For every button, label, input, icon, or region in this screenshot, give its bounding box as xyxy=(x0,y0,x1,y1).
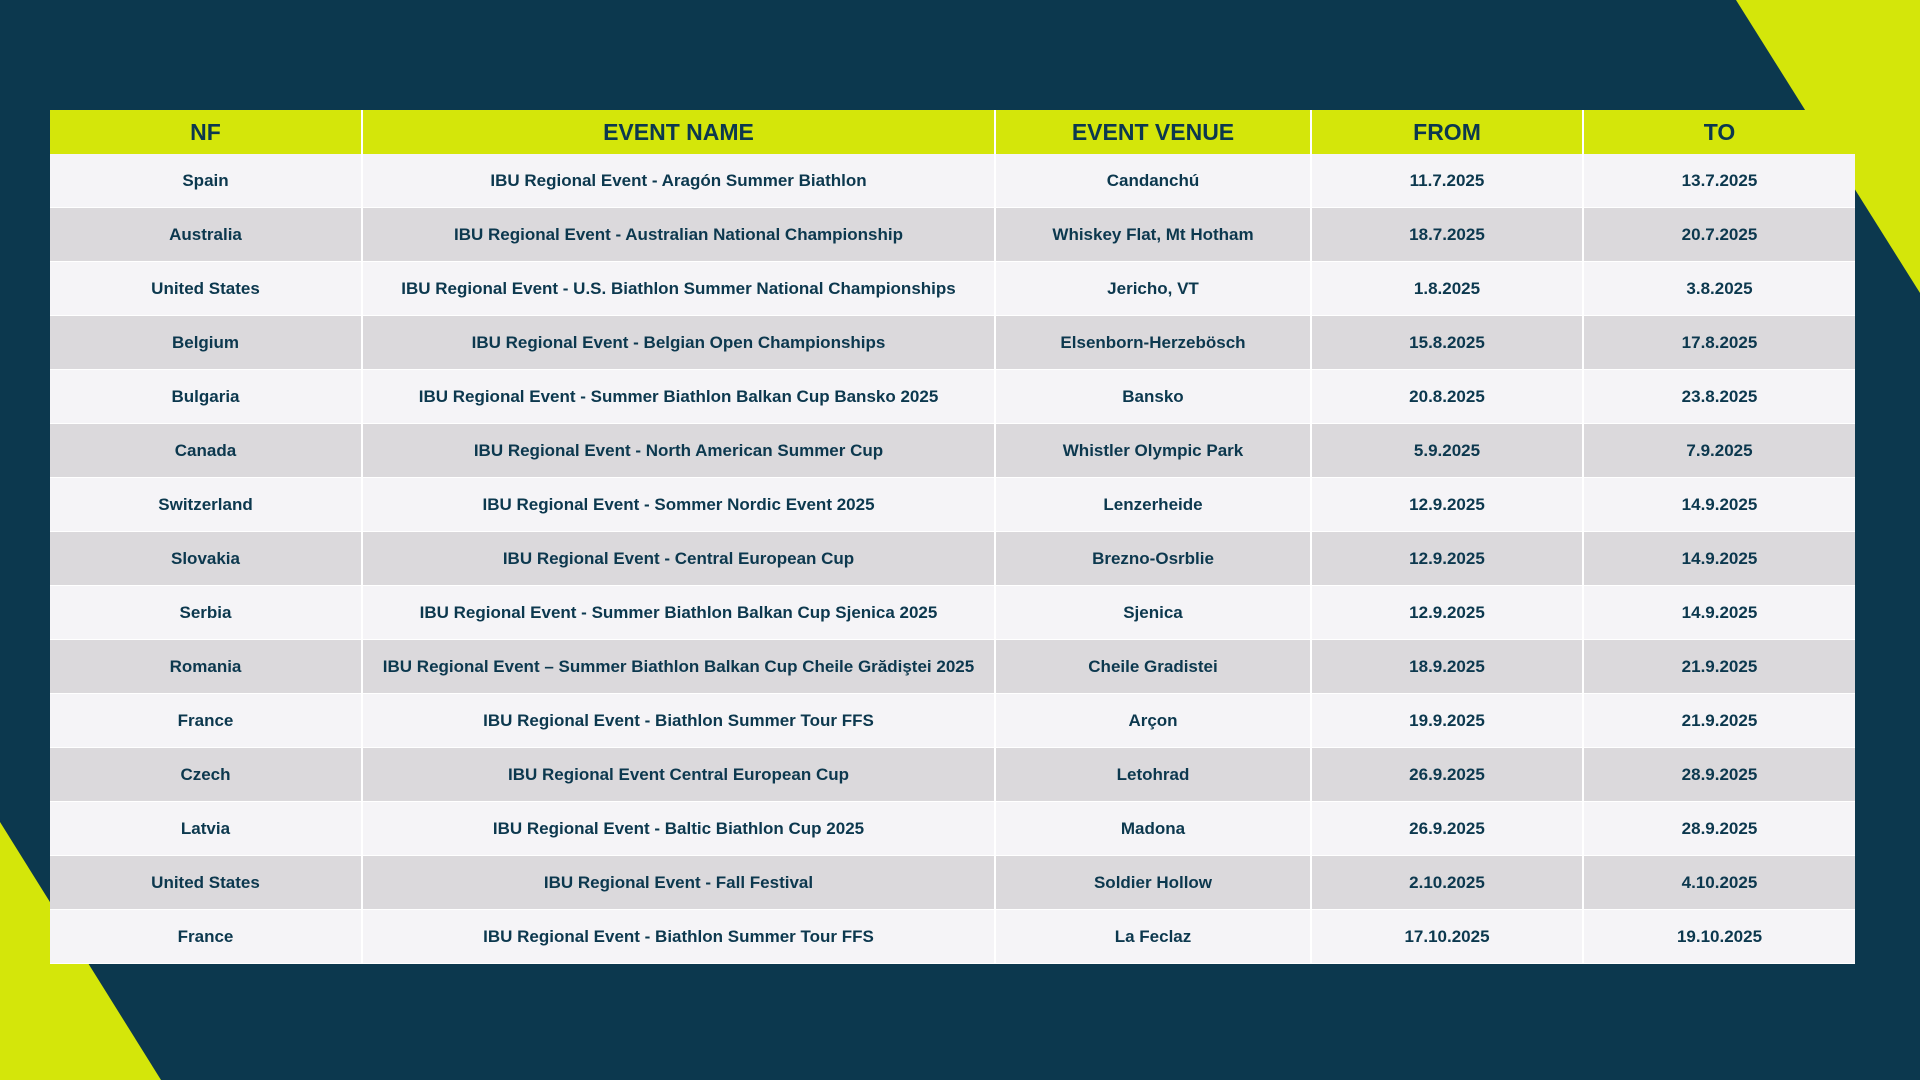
cell-event-name: IBU Regional Event - Aragón Summer Biathlon xyxy=(362,154,995,208)
cell-to: 3.8.2025 xyxy=(1583,262,1855,316)
cell-to: 21.9.2025 xyxy=(1583,694,1855,748)
cell-to: 14.9.2025 xyxy=(1583,532,1855,586)
cell-to: 21.9.2025 xyxy=(1583,640,1855,694)
cell-from: 26.9.2025 xyxy=(1311,748,1583,802)
header-event-name: EVENT NAME xyxy=(362,110,995,154)
cell-event-venue: Candanchú xyxy=(995,154,1311,208)
cell-nf: Spain xyxy=(50,154,362,208)
table-row xyxy=(50,316,1855,370)
table-row xyxy=(50,262,1855,316)
cell-from: 26.9.2025 xyxy=(1311,802,1583,856)
cell-from: 12.9.2025 xyxy=(1311,478,1583,532)
cell-nf: France xyxy=(50,910,362,964)
cell-from: 1.8.2025 xyxy=(1311,262,1583,316)
cell-to: 17.8.2025 xyxy=(1583,316,1855,370)
table-header-row xyxy=(50,110,1855,154)
cell-event-venue: Whistler Olympic Park xyxy=(995,424,1311,478)
cell-event-venue: Sjenica xyxy=(995,586,1311,640)
cell-event-name: IBU Regional Event - North American Summer Cup xyxy=(362,424,995,478)
cell-nf: Romania xyxy=(50,640,362,694)
cell-from: 11.7.2025 xyxy=(1311,154,1583,208)
cell-nf: United States xyxy=(50,262,362,316)
cell-from: 12.9.2025 xyxy=(1311,586,1583,640)
cell-from: 18.7.2025 xyxy=(1311,208,1583,262)
cell-event-name: IBU Regional Event - Australian National Championship xyxy=(362,208,995,262)
cell-from: 12.9.2025 xyxy=(1311,532,1583,586)
cell-event-venue: La Feclaz xyxy=(995,910,1311,964)
cell-event-name: IBU Regional Event - Summer Biathlon Balkan Cup Sjenica 2025 xyxy=(362,586,995,640)
cell-event-name: IBU Regional Event - Biathlon Summer Tour FFS xyxy=(362,694,995,748)
table-row xyxy=(50,478,1855,532)
header-event-venue: EVENT VENUE xyxy=(995,110,1311,154)
cell-event-venue: Lenzerheide xyxy=(995,478,1311,532)
cell-event-venue: Letohrad xyxy=(995,748,1311,802)
cell-event-venue: Elsenborn-Herzebösch xyxy=(995,316,1311,370)
cell-event-name: IBU Regional Event - Summer Biathlon Balkan Cup Bansko 2025 xyxy=(362,370,995,424)
cell-to: 28.9.2025 xyxy=(1583,802,1855,856)
header-nf: NF xyxy=(50,110,362,154)
cell-event-name: IBU Regional Event - Fall Festival xyxy=(362,856,995,910)
table-row xyxy=(50,208,1855,262)
cell-from: 17.10.2025 xyxy=(1311,910,1583,964)
cell-nf: Czech xyxy=(50,748,362,802)
cell-to: 13.7.2025 xyxy=(1583,154,1855,208)
table-row xyxy=(50,640,1855,694)
cell-to: 7.9.2025 xyxy=(1583,424,1855,478)
cell-nf: Slovakia xyxy=(50,532,362,586)
table-row xyxy=(50,802,1855,856)
cell-event-venue: Jericho, VT xyxy=(995,262,1311,316)
cell-nf: United States xyxy=(50,856,362,910)
cell-from: 5.9.2025 xyxy=(1311,424,1583,478)
events-table xyxy=(50,110,1855,964)
cell-nf: Switzerland xyxy=(50,478,362,532)
cell-event-name: IBU Regional Event - Belgian Open Championships xyxy=(362,316,995,370)
cell-event-name: IBU Regional Event - Baltic Biathlon Cup 2025 xyxy=(362,802,995,856)
table-row xyxy=(50,370,1855,424)
cell-to: 19.10.2025 xyxy=(1583,910,1855,964)
cell-nf: Belgium xyxy=(50,316,362,370)
cell-nf: Bulgaria xyxy=(50,370,362,424)
header-to: TO xyxy=(1583,110,1855,154)
cell-event-name: IBU Regional Event - Sommer Nordic Event 2025 xyxy=(362,478,995,532)
cell-to: 4.10.2025 xyxy=(1583,856,1855,910)
table-row xyxy=(50,586,1855,640)
cell-to: 20.7.2025 xyxy=(1583,208,1855,262)
table-row xyxy=(50,694,1855,748)
cell-event-venue: Arçon xyxy=(995,694,1311,748)
cell-from: 19.9.2025 xyxy=(1311,694,1583,748)
table-row xyxy=(50,856,1855,910)
table-row xyxy=(50,532,1855,586)
table-row xyxy=(50,424,1855,478)
cell-nf: Serbia xyxy=(50,586,362,640)
cell-nf: Australia xyxy=(50,208,362,262)
cell-event-name: IBU Regional Event - Biathlon Summer Tour FFS xyxy=(362,910,995,964)
cell-event-name: IBU Regional Event Central European Cup xyxy=(362,748,995,802)
cell-event-venue: Cheile Gradistei xyxy=(995,640,1311,694)
cell-nf: Latvia xyxy=(50,802,362,856)
cell-event-venue: Madona xyxy=(995,802,1311,856)
cell-from: 20.8.2025 xyxy=(1311,370,1583,424)
cell-event-name: IBU Regional Event - Central European Cup xyxy=(362,532,995,586)
cell-nf: France xyxy=(50,694,362,748)
cell-event-venue: Soldier Hollow xyxy=(995,856,1311,910)
table-row xyxy=(50,154,1855,208)
cell-from: 18.9.2025 xyxy=(1311,640,1583,694)
cell-to: 28.9.2025 xyxy=(1583,748,1855,802)
cell-to: 23.8.2025 xyxy=(1583,370,1855,424)
cell-event-name: IBU Regional Event – Summer Biathlon Balkan Cup Cheile Grădiştei 2025 xyxy=(362,640,995,694)
table-row xyxy=(50,748,1855,802)
events-table-container xyxy=(50,110,1855,964)
cell-event-venue: Bansko xyxy=(995,370,1311,424)
cell-from: 2.10.2025 xyxy=(1311,856,1583,910)
cell-event-venue: Whiskey Flat, Mt Hotham xyxy=(995,208,1311,262)
cell-to: 14.9.2025 xyxy=(1583,478,1855,532)
table-body xyxy=(50,154,1855,964)
cell-from: 15.8.2025 xyxy=(1311,316,1583,370)
cell-nf: Canada xyxy=(50,424,362,478)
header-from: FROM xyxy=(1311,110,1583,154)
cell-to: 14.9.2025 xyxy=(1583,586,1855,640)
cell-event-venue: Brezno-Osrblie xyxy=(995,532,1311,586)
table-row xyxy=(50,910,1855,964)
cell-event-name: IBU Regional Event - U.S. Biathlon Summer National Championships xyxy=(362,262,995,316)
